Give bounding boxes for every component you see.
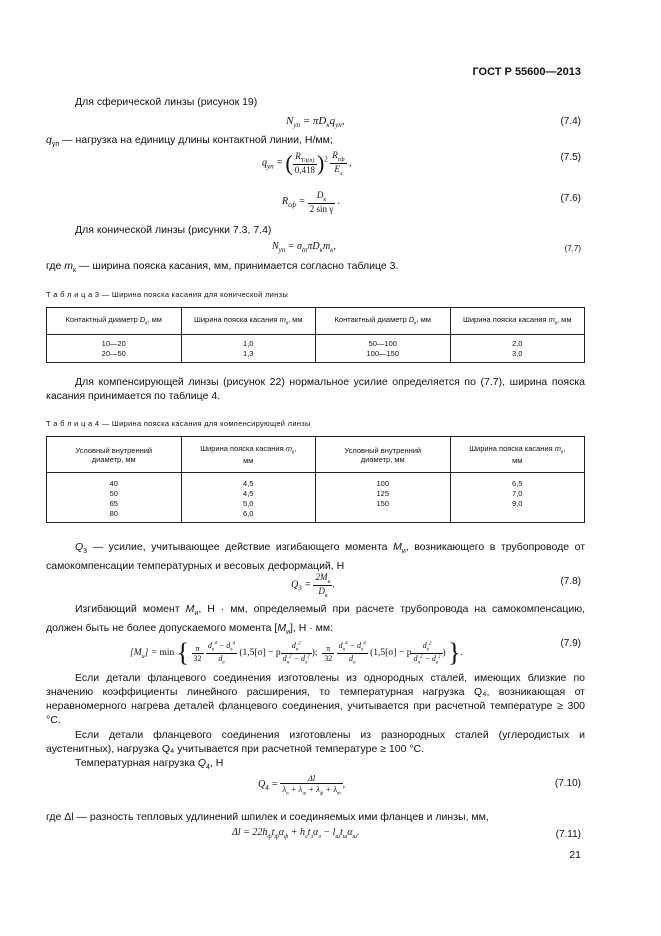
paragraph-q4b: Если детали фланцевого соединения изготовлены из разнородных сталей (углеродистых и аустенитных), нагрузка Q₄ учитывается при расчетной температуре ≥ 100 °С. <box>46 729 585 755</box>
equation-number: (7.7) <box>564 244 581 253</box>
table-header: Ширина пояска касания $m_к$, мм <box>181 437 316 473</box>
document-header: ГОСТ Р 55600—2013 <box>472 66 581 78</box>
equation-number: (7.8) <box>560 576 581 587</box>
table-cell: 50—100 100—150 <box>316 335 451 363</box>
table-cell: 40 50 65 80 <box>47 473 182 523</box>
equation-7-6: $R_{сф}$ = $\frac{D_к}{\text{2 sin γ}}$ . <box>282 190 341 214</box>
equation-7-9: $[M_и] = \min$ { $\frac{\pi}{32}$ $\frac{d_н^4 - d_в^4}{d_в}$ (1,5[σ] − p $\frac{d_н^2}{d_н^2 - d_в^2}$ ); $\frac{\pi}{32}$ $\frac{d_н^4 - d_в^4}{d_н}$ (1,5[σ] − p $\frac{d_в^2}{d_н^2 - d_в^2}$ ) }. <box>130 638 463 667</box>
paragraph-q4a: Если детали фланцевого соединения изготовлены из однородных сталей, имеющих близкие по значению коэффициенты линейного расширения, то температурная нагрузка Q₄, возникающая от неравномерного нагрева деталей фланцевого соединения, учитывается при расчетной температуре ≥ 300 °С. <box>46 672 585 726</box>
equation-number: (7.9) <box>560 638 581 649</box>
equation-7-11: $\Delta l = 22h_фt_ф\alpha_ф + h_лt_л\alpha_л - l_шt_ш\alpha_ш$. <box>232 827 360 840</box>
paragraph-delta-l: где Δl — разность тепловых удлинений шпилек и соединяемых ими фланцев и линзы, мм, <box>46 811 489 823</box>
equation-number: (7.11) <box>555 829 581 840</box>
equation-number: (7.4) <box>560 116 581 127</box>
equation-7-4: $N_{уп} = \pi D_кq_{уп}$, <box>286 115 345 130</box>
table-header: Условный внутренний диаметр, мм <box>47 437 182 473</box>
table-cell: 100 125 150 <box>316 473 451 523</box>
equation-7-5: $q_{уп}$ = ( $\frac{R_{T/t(n)}}{0,418}$ )$^2$ $\frac{R_{сф}}{E_л}$ , <box>262 150 352 177</box>
table-cell: 2,0 3,0 <box>450 335 585 363</box>
table-4-caption: Т а б л и ц а 4 — Ширина пояска касания для компенсирующей линзы <box>46 419 311 428</box>
equation-number: (7.5) <box>560 152 581 163</box>
table-cell: 6,5 7,0 9,0 <box>450 473 585 523</box>
equation-number: (7.10) <box>554 778 581 789</box>
paragraph-q4c: Температурная нагрузка $Q_4$, Н <box>75 757 224 772</box>
equation-7-10: $Q_4$ = $\frac{\Delta l}{\lambda_п + \lambda_ш + \lambda_ф + \lambda_т}$ , <box>258 773 346 797</box>
table-header: Контактный диаметр $D_к$, мм <box>47 308 182 335</box>
m-definition: где $m_к$ — ширина пояска касания, мм, принимается согласно таблице 3. <box>46 260 399 275</box>
table-cell: 1,0 1,3 <box>181 335 316 363</box>
q-definition: $q_{уп}$ — нагрузка на единицу длины контактной линии, Н/мм; <box>46 134 333 149</box>
table-header: Контактный диаметр $D_к$, мм <box>316 308 451 335</box>
equation-number: (7.6) <box>560 193 581 204</box>
paragraph-conical: Для конической линзы (рисунки 7.3, 7.4) <box>75 224 272 236</box>
table-header: Ширина пояска касания $m_к$, мм <box>450 308 585 335</box>
table-header: Ширина пояска касания $m_к$, мм <box>181 308 316 335</box>
paragraph-q3: $Q_3$ — усилие, учитывающее действие изгибающего момента $M_и$, возникающего в трубопроводе от самокомпенсации температурных и весовых деформаций, Н <box>46 541 586 573</box>
paragraph-spherical: Для сферической линзы (рисунок 19) <box>75 96 258 108</box>
table-cell: 10—20 20—50 <box>47 335 182 363</box>
table-4 <box>46 436 585 523</box>
table-3-caption: Т а б л и ц а 3 — Ширина пояска касания для конической линзы <box>46 290 289 299</box>
table-3 <box>46 307 585 363</box>
equation-7-8: $Q_3$ = $\frac{2M_и}{D_к}$ . <box>291 572 335 599</box>
table-header: Ширина пояска касания $m_к$, мм <box>450 437 585 473</box>
paragraph-mi: Изгибающий момент $M_и$, Н · мм, определяемый при расчете трубопровода на самокомпенсацию, должен быть не более допускаемого момента $[M_и]$, Н · мм: <box>46 603 585 637</box>
table-header: Условный внутренний диаметр, мм <box>316 437 451 473</box>
paragraph-compensating: Для компенсирующей линзы (рисунок 22) нормальное усилие определяется по (7.7), ширина пояска касания принимается по таблице 4. <box>46 376 585 402</box>
table-cell: 4,5 4,5 5,0 6,0 <box>181 473 316 523</box>
page-number: 21 <box>569 849 581 861</box>
equation-7-7: $N_{уп} = \sigma_{tп}\pi D_кm_к$, <box>272 241 336 254</box>
